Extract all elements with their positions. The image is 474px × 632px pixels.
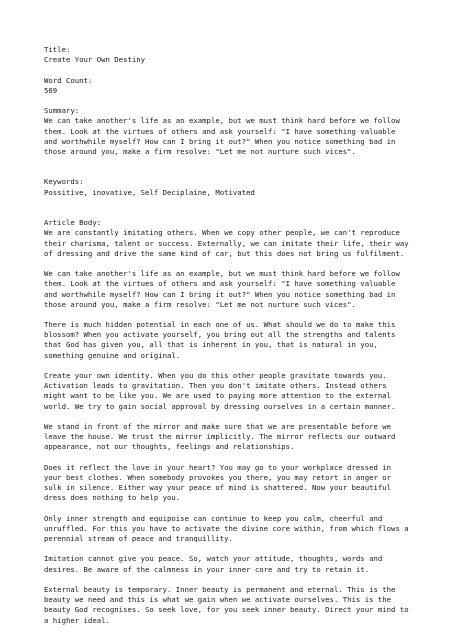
article-line: There is much hidden potential in each one of us. What should we do to make this: [44, 320, 396, 330]
article-line: them. Look at the virtues of others and ask yourself: "I have something valuable: [44, 279, 396, 289]
article-line: world. We try to gain social approval by dressing ourselves in a certain manner.: [44, 401, 396, 411]
article-paragraph: [44, 228, 464, 259]
article-line: blossom? When you activate yourself, you bring out all the strengths and talents: [44, 330, 396, 340]
article-line: beauty God recognises. So seek love, for you seek inner beauty. Direct your mind to: [44, 605, 409, 615]
summary-label: Summary:: [44, 106, 80, 116]
article-line: perennial stream of peace and tranquillity.: [44, 534, 233, 544]
article-line: Activation leads to gravitation. Then you don't imitate others. Instead others: [44, 381, 387, 391]
article-line: External beauty is temporary. Inner beauty is permanent and eternal. This is the: [44, 584, 396, 594]
article-line: that God has given you, all that is inherent in you, that is natural in you,: [44, 340, 378, 350]
article-line: appearance, not our thoughts, feelings and relationships.: [44, 442, 295, 452]
article-line: their charisma, talent or success. Externally, we can imitate their life, their way: [44, 238, 409, 248]
document-page: [44, 45, 464, 626]
article-line: of dressing and drive the same kind of car, but this does not bring us fulfilment.: [44, 248, 405, 258]
word-count-label: Word Count:: [44, 75, 93, 85]
article-paragraph: [44, 554, 464, 574]
summary-line: We can take another's life as an example, but we must think hard before we follow: [44, 116, 400, 126]
article-paragraph: [44, 269, 464, 310]
article-line: a higher ideal.: [44, 615, 110, 625]
article-line: We stand in front of the mirror and make sure that we are presentable before we: [44, 421, 392, 431]
article-line: your best clothes. When somebody provokes you there, you may retort in anger or: [44, 472, 392, 482]
article-line: Create your own identity. When you do this other people gravitate towards you.: [44, 371, 387, 381]
article-paragraph: [44, 514, 464, 545]
article-line: those around you, make a firm resolve: "Let me not nurture such vices".: [44, 299, 356, 309]
article-line: and worthwhile myself? How can I bring it out?" When you notice something bad in: [44, 289, 396, 299]
article-line: sulk in silence. Either way your peace of mind is shattered. Now your beautiful: [44, 483, 392, 493]
article-line: We are constantly imitating others. When we copy other people, we can't reproduce: [44, 228, 400, 238]
article-line: leave the house. We trust the mirror implicitly. The mirror reflects our outward: [44, 432, 396, 442]
article-paragraph: [44, 463, 464, 504]
article-line: might want to be like you. We are used to paying more attention to the external: [44, 391, 392, 401]
title-label: Title:: [44, 45, 71, 54]
summary-line: and worthwhile myself? How can I bring it out?" When you notice something bad in: [44, 136, 396, 146]
article-paragraph: [44, 585, 464, 626]
article-paragraph: [44, 422, 464, 453]
article-line: Does it reflect the love in your heart? You may go to your workplace dressed in: [44, 462, 392, 472]
article-paragraph: [44, 371, 464, 412]
summary-line: them. Look at the virtues of others and ask yourself: "I have something valuable: [44, 126, 396, 136]
article-line: unruffled. For this you have to activate the divine core within, from which flows a: [44, 523, 409, 533]
word-count-value: 569: [44, 85, 58, 95]
article-line: We can take another's life as an example, but we must think hard before we follow: [44, 269, 400, 279]
article-line: desires. Be aware of the calmness in your inner core and try to retain it.: [44, 564, 370, 574]
summary-block: [44, 116, 464, 157]
summary-line: those around you, make a firm resolve: "Let me not nurture such vices".: [44, 146, 356, 156]
article-line: Imitation cannot give you peace. So, watch your attitude, thoughts, words and: [44, 554, 383, 564]
document-title: Create Your Own Destiny: [44, 55, 146, 65]
article-line: dress does nothing to help you.: [44, 493, 181, 503]
article-line: something genuine and original.: [44, 350, 181, 360]
keywords-label: Keywords:: [44, 177, 84, 187]
article-line: beauty we need and this is what we gain when we activate ourselves. This is the: [44, 595, 392, 605]
article-body-label: Article Body:: [44, 218, 102, 228]
article-paragraph: [44, 320, 464, 361]
article-line: Only inner strength and equipoise can continue to keep you calm, cheerful and: [44, 513, 383, 523]
keywords-value: Possitive, inovative, Self Deciplaine, Motivated: [44, 187, 255, 197]
